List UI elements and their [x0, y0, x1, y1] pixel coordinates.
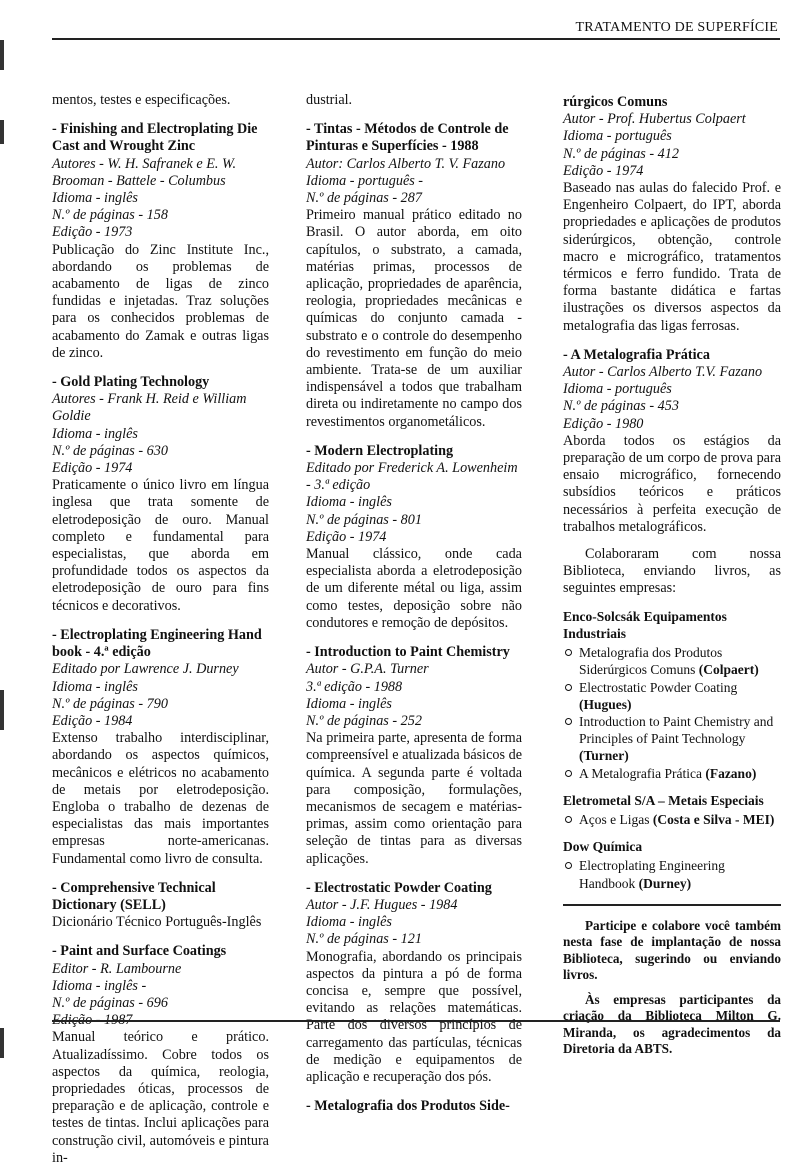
entry-meta-line: Idioma - inglês — [306, 914, 392, 931]
entry-title: - Electrostatic Powder Coating — [306, 879, 492, 896]
book-entry — [306, 644, 522, 868]
entry-description: Aborda todos os estágios da preparação de um corpo de prova para ensaio micrográfico, fornecendo subsídios teóricos e práticos necessários à perfeita execução de trabalhos metalográficos. — [563, 432, 781, 535]
donor-company: Eletrometal S/A – Metais Especiais — [563, 792, 764, 808]
entry-meta-line: Editado por Lawrence J. Durney — [52, 661, 239, 678]
book-entry — [52, 880, 269, 932]
entry-meta-line: N.º de páginas - 696 — [52, 994, 168, 1011]
entry-description: Dicionário Técnico Português-Inglês — [52, 914, 262, 931]
donated-book — [563, 857, 781, 891]
entry-meta-line: Edição - 1980 — [563, 415, 644, 432]
entry-meta-line: Idioma - inglês - — [52, 977, 147, 994]
margin-mark — [0, 1028, 4, 1058]
entry-meta-line: Idioma - português — [563, 381, 672, 398]
entry-meta-line: Edição - 1984 — [52, 712, 133, 729]
entry-title: - Metalografia dos Produtos Side- — [306, 1098, 510, 1115]
donor-company: Dow Química — [563, 839, 643, 855]
entry-meta-line: N.º de páginas - 287 — [306, 190, 422, 207]
entry-meta-line: N.º de páginas - 158 — [52, 207, 168, 224]
entry-title: - Gold Plating Technology — [52, 374, 210, 391]
entry-title: - Electroplating Engineering Hand book - 4.ª edição — [52, 626, 262, 661]
entry-meta-line: Idioma - português — [563, 128, 672, 145]
entry-description: Primeiro manual prático editado no Brasil. O autor aborda, em oito capítulos, o substrato, a camada, matérias primas, processos de aplicação, propriedades de aparência, reologia, propriedades mecânicas e químicas do conjunto camada - substrato e o controle do desempenho do revestimento em função do meio ambiente. Trata-se de um auxiliar indispensável a todos que trabalham direta ou indiretamente no campo dos revestimentos organometálicos. — [306, 207, 522, 430]
entry-meta-line: Autor - J.F. Hugues - 1984 — [306, 896, 458, 913]
book-entry — [306, 121, 522, 431]
entry-meta-line: N.º de páginas - 790 — [52, 695, 168, 712]
entry-meta-line: Edição - 1974 — [306, 528, 387, 545]
entry-meta-line: Idioma - inglês — [52, 425, 138, 442]
donated-book — [563, 644, 781, 678]
entry-meta-line: Edição - 1974 — [52, 460, 133, 477]
book-entry — [563, 347, 781, 536]
donated-book-author: (Costa e Silva - MEI) — [652, 811, 775, 827]
entry-meta-line: Edição - 1987 — [52, 1012, 133, 1029]
donated-book-title: Introduction to Paint Chemistry and Principles of Paint Technology — [579, 713, 774, 747]
margin-mark — [0, 690, 4, 730]
book-entry — [52, 627, 269, 868]
header-rule — [52, 38, 780, 40]
donated-book-title: Metalografia dos Produtos Siderúrgicos Comuns — [579, 645, 723, 678]
entry-description: Manual teórico e prático. Atualizadíssimo. Cobre todos os aspectos da química, reologia, propriedades óticas, processos de preparação e de aplicação, controle e testes de tintas. Inclui aplicações para construção civil, automóveis e pintura in- — [52, 1029, 269, 1166]
entry-meta-line: Idioma - inglês — [52, 190, 138, 207]
margin-mark — [0, 40, 4, 70]
donated-book-author: (Colpaert) — [698, 662, 759, 678]
column-1 — [52, 92, 269, 1167]
collaboration-intro: Colaboraram com nossa Biblioteca, enviando livros, as seguintes empresas: — [563, 546, 781, 597]
book-entry — [306, 1098, 522, 1115]
entry-meta-line: Idioma - inglês — [52, 678, 138, 695]
entry-meta-line: N.º de páginas - 453 — [563, 398, 679, 415]
book-entry — [306, 443, 522, 632]
book-entry — [52, 943, 269, 1167]
book-entry — [306, 880, 522, 1086]
entry-meta-line: Autor - G.P.A. Turner — [306, 661, 429, 678]
donated-book-author: (Turner) — [579, 748, 629, 764]
notice-rule — [563, 904, 781, 906]
entry-meta-line: Edição - 1974 — [563, 162, 644, 179]
entry-meta-line: Idioma - inglês — [306, 695, 392, 712]
entry-meta-line: Editado por Frederick A. Lowenheim - 3.ª edição — [306, 460, 518, 494]
column-2 — [306, 92, 522, 1115]
donated-book — [563, 713, 781, 765]
entry-meta-line: N.º de páginas - 121 — [306, 931, 422, 948]
entry-description: Na primeira parte, apresenta de forma compreensível e atualizada básicos de química. A segunda parte é voltada para composição, formulações, mecanismos de secagem e matérias-primas, assim como orientação para seleção de tintas para as diversas aplicações. — [306, 730, 522, 867]
entry-description: Baseado nas aulas do falecido Prof. e Engenheiro Colpaert, do IPT, aborda propriedades e aplicações de produtos siderúrgicos, obtenção, controle macro e micrográfico, tratamentos térmicos e ferro fundido. Trata de forma bastante didática e fartas ilustrações os diversos aspectos da metalografia das ligas ferrosas. — [563, 180, 781, 334]
entry-meta-line: Idioma - português - — [306, 172, 424, 189]
donated-book-title: Electroplating Engineering Handbook — [579, 858, 725, 891]
entry-meta-line: Editor - R. Lambourne — [52, 960, 182, 977]
donated-book — [563, 811, 781, 828]
entry-meta-line: 3.ª edição - 1988 — [306, 678, 403, 695]
donated-books-list — [563, 644, 781, 782]
book-entry — [52, 374, 269, 615]
entry-meta-line: Autor: Carlos Alberto T. V. Fazano — [306, 155, 506, 172]
donated-book-title: Aços e Ligas — [579, 811, 650, 827]
continuation-text: mentos, testes e especificações. — [52, 92, 231, 108]
entry-description: Monografia, abordando os principais aspectos da pintura a pó de forma concisa e, sempre que possível, evitando as relações matemáticas. Parte dos diversos princípios de carregamento das partículas, técnicas de medição e equipamentos de aplicação e recuperação dos pós. — [306, 948, 522, 1085]
notice-participate: Participe e colabore você também nesta fase de implantação de nossa Biblioteca, sugerindo ou enviando livros. — [563, 917, 781, 983]
book-entry — [52, 121, 269, 362]
margin-mark — [0, 120, 4, 144]
entry-title: - Comprehensive Technical Dictionary (SELL) — [52, 879, 216, 913]
notice-thanks: Às empresas participantes da criação da Biblioteca Milton G. Miranda, os agradecimentos da Diretoria da ABTS. — [563, 991, 781, 1057]
donor-company: Enco-Solcsák Equipamentos Industriais — [563, 608, 727, 641]
running-head: TRATAMENTO DE SUPERFÍCIE — [575, 20, 778, 35]
entry-meta-line: Autor - Prof. Hubertus Colpaert — [563, 111, 746, 128]
entry-meta-line: N.º de páginas - 801 — [306, 511, 422, 528]
entry-description: Praticamente o único livro em língua inglesa que trata somente de eletrodeposição de ouro. Manual completo e fundamental para especialistas, que aborda em profundidade todos os aspectos da eletrodeposição de ouro para fins técnicos e decorativos. — [52, 477, 269, 614]
entry-meta-line: Idioma - inglês — [306, 494, 392, 511]
donated-book-author: (Fazano) — [705, 765, 757, 781]
donated-book-author: (Durney) — [638, 875, 692, 891]
entry-title: - Modern Electroplating — [306, 442, 454, 459]
donated-book-title: A Metalografia Prática — [579, 765, 702, 781]
donated-book — [563, 679, 781, 713]
entry-meta-line: Autores - W. H. Safranek e E. W. Brooman - Battele - Columbus — [52, 155, 237, 189]
entry-description: Publicação do Zinc Institute Inc., abordando os problemas de acabamento de ligas de zinco fundidas e injetadas. Traz soluções para os conhecidos problemas de acabamento do Zamak e outras ligas de zinco. — [52, 241, 269, 361]
donated-book — [563, 765, 781, 782]
entry-title-continued: rúrgicos Comuns — [563, 94, 668, 110]
entry-meta-line: N.º de páginas - 630 — [52, 442, 168, 459]
entry-title: - Finishing and Electroplating Die Cast and Wrought Zinc — [52, 121, 258, 155]
continuation-text: dustrial. — [306, 92, 353, 108]
entry-meta-line: N.º de páginas - 252 — [306, 712, 422, 729]
entry-meta-line: Autores - Frank H. Reid e William Goldie — [52, 391, 247, 425]
column-3 — [563, 94, 781, 1066]
entry-meta-line: Autor - Carlos Alberto T.V. Fazano — [563, 364, 763, 381]
entry-title: - Tintas - Métodos de Controle de Pinturas e Superfícies - 1988 — [306, 121, 509, 155]
donated-books-list — [563, 811, 781, 828]
entry-meta-line: N.º de páginas - 412 — [563, 145, 679, 162]
entry-description: Manual clássico, onde cada especialista aborda a eletrodeposição de um diferente métal ou liga, assim como testes, deposição sobre não condutores e remoção de depósitos. — [306, 546, 522, 631]
entry-title: - Paint and Surface Coatings — [52, 943, 227, 960]
donated-book-author: (Hugues) — [579, 696, 632, 712]
donated-books-list — [563, 857, 781, 891]
footer-rule — [52, 1020, 780, 1022]
entry-meta-line: Edição - 1973 — [52, 224, 133, 241]
donated-book-title: Electrostatic Powder Coating — [579, 679, 738, 695]
entry-title: - Introduction to Paint Chemistry — [306, 644, 510, 661]
entry-description: Extenso trabalho interdisciplinar, abordando os aspectos químicos, mecânicos e elétricos no acabamento de metais por eletrodeposição. Engloba o trabalho de dezenas de especialistas das mais importantes empresas norte-americanas. Fundamental como livro de consulta. — [52, 730, 269, 867]
entry-title: - A Metalografia Prática — [563, 346, 710, 363]
